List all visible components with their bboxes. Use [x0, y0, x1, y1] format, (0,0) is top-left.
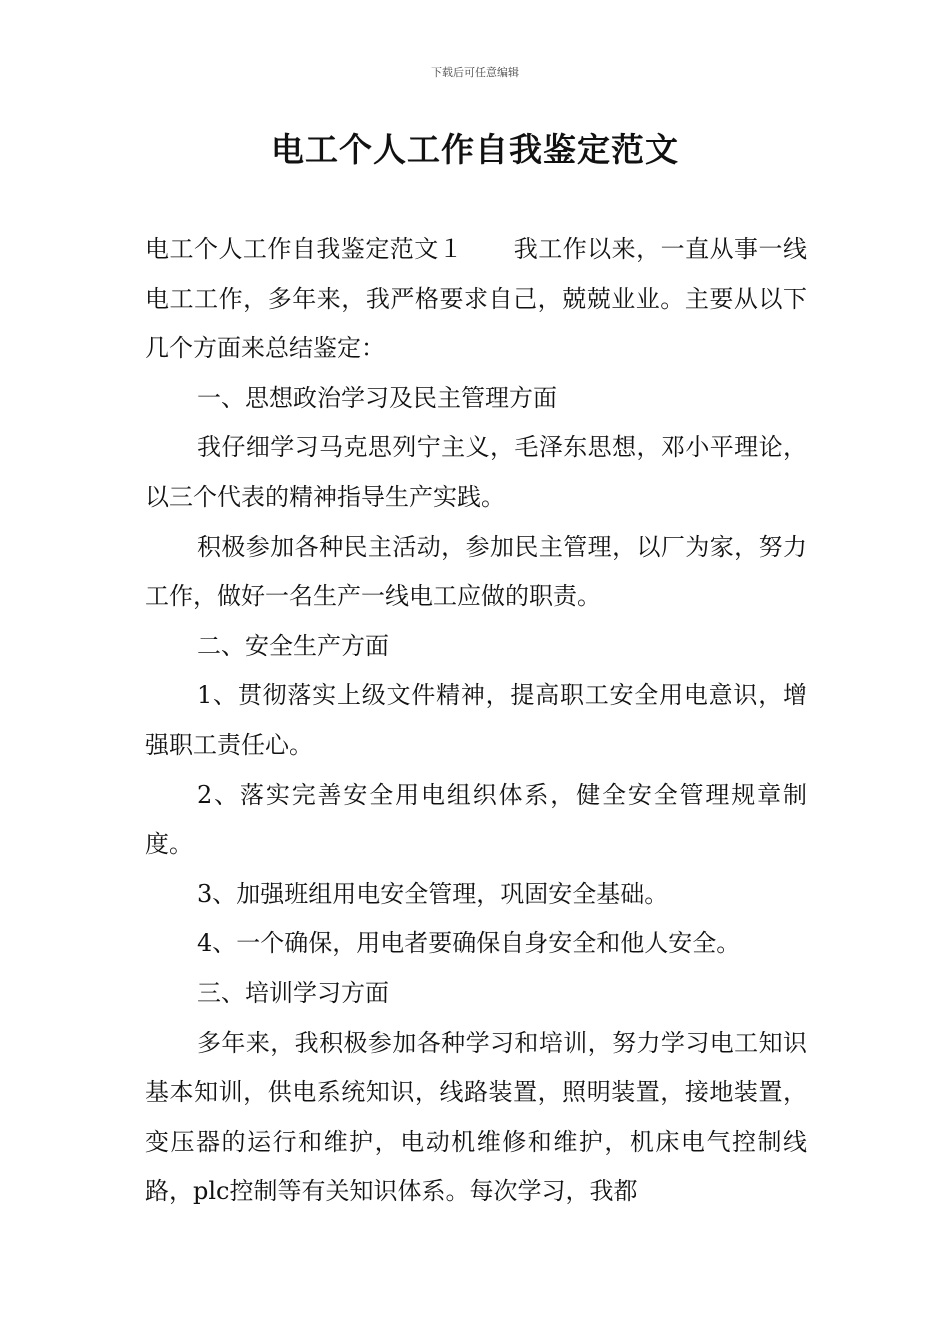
document-title: 电工个人工作自我鉴定范文 — [271, 130, 679, 169]
section-heading-1: 一、思想政治学习及民主管理方面 — [197, 383, 557, 412]
paragraph: 我仔细学习马克思列宁主义，毛泽东思想，邓小平理论，以三个代表的精神指导生产实践。 — [145, 433, 807, 511]
list-item: 2、落实完善安全用电组织体系，健全安全管理规章制度。 — [145, 780, 807, 859]
list-item: 3、加强班组用电安全管理，巩固安全基础。 — [197, 879, 669, 908]
intro-text: 我工作以来，一直从事一线电工工作，多年来，我严格要求自己，兢兢业业。主要从以下几个方面来总结鉴定： — [145, 235, 808, 363]
section-heading-2: 二、安全生产方面 — [197, 631, 389, 660]
intro-paragraph — [145, 225, 807, 374]
intro-lead: 电工个人工作自我鉴定范文１ — [145, 235, 464, 263]
header-note: 下载后可任意编辑 — [431, 66, 519, 79]
section-heading-3: 三、培训学习方面 — [197, 978, 389, 1007]
paragraph: 积极参加各种民主活动，参加民主管理，以厂为家，努力工作，做好一名生产一线电工应做的职责。 — [145, 532, 807, 611]
document-body — [145, 225, 807, 1217]
list-item: 1、贯彻落实上级文件精神，提高职工安全用电意识，增强职工责任心。 — [145, 681, 807, 759]
list-item: 4、一个确保，用电者要确保自身安全和他人安全。 — [197, 929, 741, 958]
paragraph: 多年来，我积极参加各种学习和培训，努力学习电工知识基本知训，供电系统知识，线路装置，照明装置，接地装置，变压器的运行和维护，电动机维修和维护，机床电气控制线路，plc控制等有关知识体系。每次学习，我都 — [145, 1028, 807, 1206]
